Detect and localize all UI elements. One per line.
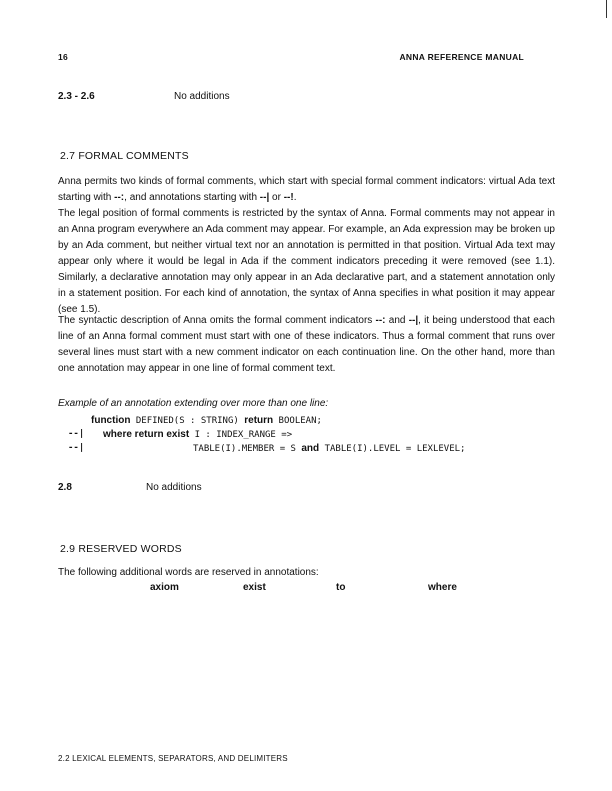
code-line-1 bbox=[91, 415, 322, 426]
keyword: return bbox=[244, 415, 274, 426]
keyword: where return exist bbox=[103, 429, 190, 440]
section-2-8-text: No additions bbox=[146, 482, 202, 493]
indicator: --! bbox=[283, 192, 294, 203]
page-edge-mark bbox=[606, 0, 607, 18]
text: or bbox=[269, 192, 284, 203]
reserved-words-intro: The following additional words are reserved in annotations: bbox=[58, 567, 319, 578]
indicator: --| bbox=[259, 192, 270, 203]
keyword: and bbox=[301, 443, 320, 454]
code-text: DEFINED(S : STRING) bbox=[130, 416, 245, 426]
code-text: TABLE(I).MEMBER = S bbox=[193, 444, 302, 454]
code-text: I : INDEX_RANGE => bbox=[189, 430, 293, 440]
section-2-8-number: 2.8 bbox=[58, 482, 72, 493]
page-footer: 2.2 LEXICAL ELEMENTS, SEPARATORS, AND DELIMITERS bbox=[58, 754, 288, 763]
paragraph-legal-position: The legal position of formal comments is restricted by the syntax of Anna. Formal comments may not appear in an Anna program everywhere an Ada comment may appear. For example, an Ada expression may be broken up by an Ada comment, but neither virtual text nor an annotation is permitted in that position. Virtual Ada text may appear only where it would be legal in Ada if the comment indicators preceding it were removed (see 1.1). Similarly, a declarative annotation may only appear in an Ada declarative part, and a statement annotation only in a statement position. For each kind of annotation, the syntax of Anna specifies in what position it may appear (see 1.5). bbox=[58, 208, 555, 315]
code-line-2 bbox=[103, 429, 292, 440]
section-2-3-number: 2.3 - 2.6 bbox=[58, 91, 95, 102]
indicator: --: bbox=[375, 315, 386, 326]
section-2-3-text: No additions bbox=[174, 91, 230, 102]
text: . bbox=[293, 192, 297, 203]
reserved-word: axiom bbox=[150, 582, 179, 593]
running-title: ANNA REFERENCE MANUAL bbox=[399, 52, 524, 62]
indicator: --| bbox=[408, 315, 419, 326]
comment-indicator: --| bbox=[68, 443, 85, 453]
reserved-word: to bbox=[336, 582, 346, 593]
keyword: function bbox=[91, 415, 131, 426]
text: , and annotations starting with bbox=[124, 192, 260, 203]
reserved-word: exist bbox=[243, 582, 266, 593]
code-text: TABLE(I).LEVEL = LEXLEVEL; bbox=[319, 444, 466, 454]
paragraph-syntactic-description bbox=[58, 313, 555, 377]
text: , it being understood that each line of an Anna formal comment must start with one of these indicators. Thus a formal comment that runs over several lines must start with a new comment indicator on each continuation line. On the other hand, more than one annotation may appear in one line of formal comment text. bbox=[58, 315, 555, 374]
paragraph-formal-comments-intro bbox=[58, 174, 555, 206]
text: and bbox=[385, 315, 409, 326]
reserved-word: where bbox=[428, 582, 457, 593]
text: Anna permits two kinds of formal comments, which start with special formal comment indicators: virtual Ada text starting with bbox=[58, 176, 555, 203]
section-2-9-title: 2.9 RESERVED WORDS bbox=[60, 543, 182, 555]
section-2-7-title: 2.7 FORMAL COMMENTS bbox=[60, 150, 189, 162]
code-text: BOOLEAN; bbox=[273, 416, 322, 426]
indicator: --: bbox=[114, 192, 125, 203]
comment-indicator: --| bbox=[68, 429, 85, 439]
code-line-3 bbox=[193, 443, 465, 454]
text: The syntactic description of Anna omits the formal comment indicators bbox=[58, 315, 376, 326]
example-label: Example of an annotation extending over more than one line: bbox=[58, 398, 329, 409]
page-number: 16 bbox=[58, 52, 69, 62]
